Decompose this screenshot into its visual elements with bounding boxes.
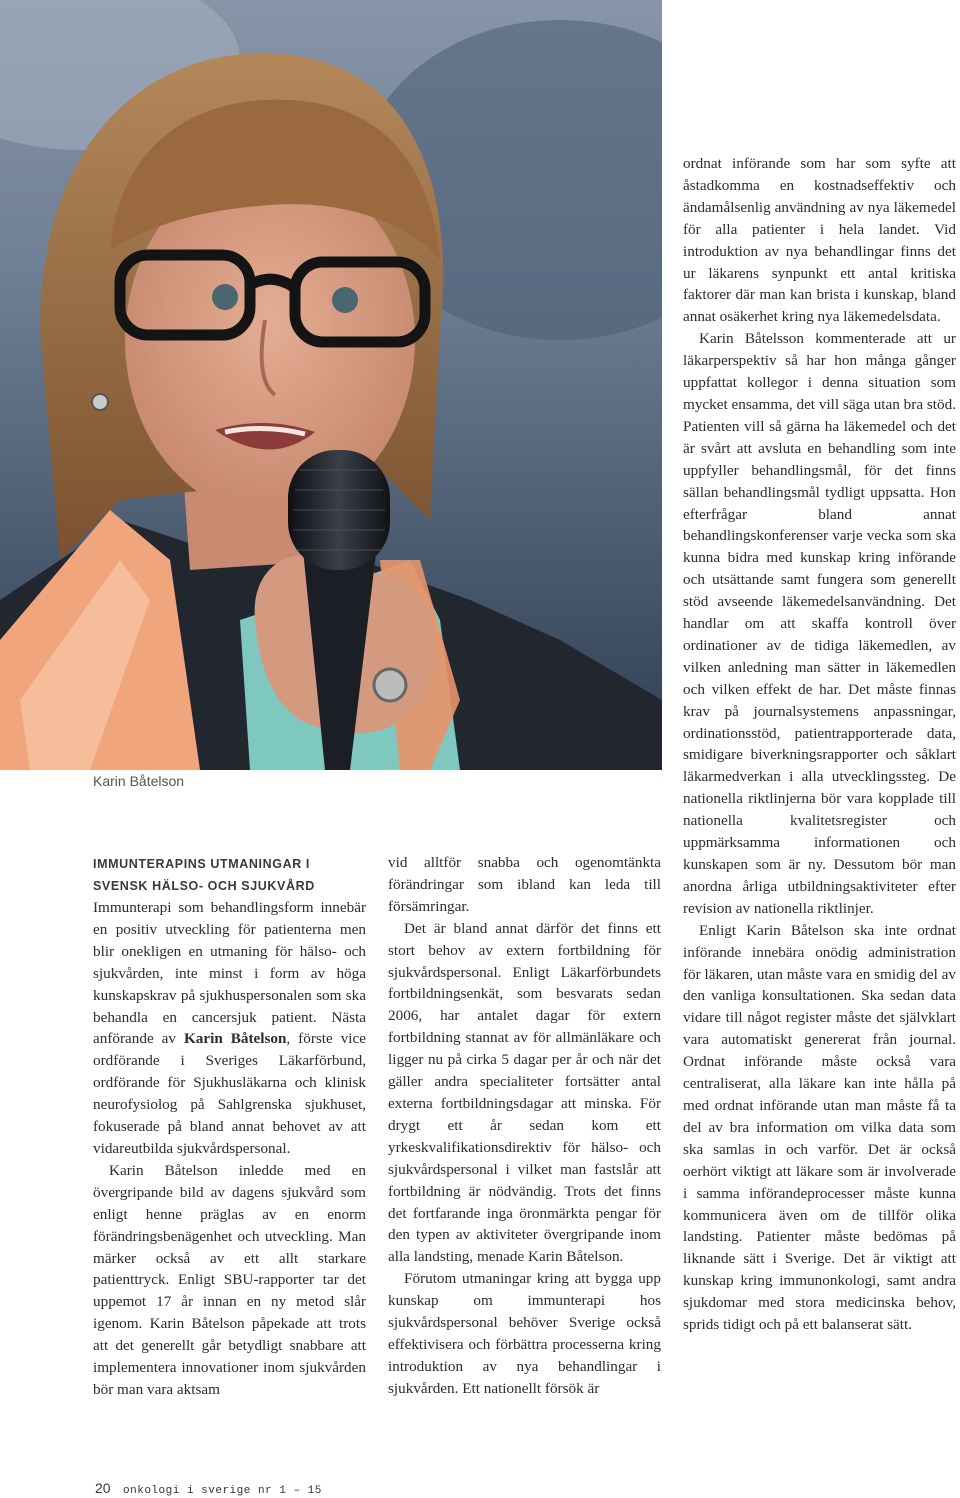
lead-text-start: Immunterapi som behandlingsform innebär en positiv utveckling för patienterna men blir onekligen en utmaning för hälso- och sjukvården, inte minst i form av höga kunskapskrav på sjukhuspersonalen som ska behandla en cancersjuk patient. Nästa anförande av [93,899,366,1048]
article-lead-paragraph [93,897,366,1160]
article-paragraph: Förutom utmaningar kring att bygga upp kunskap om immunterapi hos sjukvårdspersonal behöver Sverige också effektivisera och förbättra processerna kring introduktion av nya behandlingar i sjukvården. Ett nationellt försök är [388,1270,661,1397]
article-paragraph: Enligt Karin Båtelson ska inte ordnat införande innebära onödig administration för läkaren, utan måste vara en smidig del av den vanliga konsultationen. Ska sedan data vidare till något register måste det självklart vara automatiskt genererat från journal. Ordnat införande måste också vara centraliserat, alla läkare kan inte hålla på med ordnat införande utan man måste få ta del av bra information om vilka data som ska samlas in och varför. Det är också oerhört viktigt att läkare som är involverade i samma införandeprocesser måste kunna kommunicera även om de tillför olika landsting. Patienter måste bedömas på liknande sätt i Sverige. Det är viktigt att kunskap kring immunonkologi, samt andra sjukdomar med stora medicinska behov, sprids tidigt och på ett balanserat sätt. [683,921,956,1334]
speaker-name: Karin Båtelson [183,1030,287,1048]
article-column-1 [93,853,366,1401]
article-heading [93,853,366,897]
article-column-2 [388,852,661,1400]
article-heading-line-2: SVENSK HÄLSO- OCH SJUKVÅRD [93,879,315,893]
article-paragraph: vid alltför snabba och ogenomtänkta förändringar som ibland kan leda till försämringar. [388,854,661,915]
lead-text-end: , förste vice ordförande i Sveriges Läkarförbund, ordförande för Sjukhusläkarna och klinisk neurofysiolog på Sahlgrenska sjukhuset, fokuserade på bland annat behovet av att vidareutbilda sjukvårdspersonal. [93,1030,366,1157]
article-paragraph: Karin Båtelson inledde med en övergripande bild av dagens sjukvård som enligt henne präglas av en enorm förändringsbenägenhet och utveckling. Man märker också av ett allt starkare patienttryck. Enligt SBU-rapporter tar det uppemot 17 år innan en ny metod slår igenom. Karin Båtelson påpekade att trots att det generellt går betydligt snabbare att implementera innovationer inom sjukvården bör man vara aktsam [93,1161,366,1398]
speaker-photo [0,0,662,770]
article-paragraph: ordnat införande som har som syfte att åstadkomma en kostnadseffektiv och ändamålsenlig användning av nya läkemedel för alla patienter i hela landet. Vid introduktion av nya behandlingar finns det ur läkarens synpunkt ett antal kritiska faktorer där man kan brista i kunskap, bland annat osäkerhet kring nya läkemedelsdata. [683,155,956,326]
publication-name: onkologi i sverige nr 1 – 15 [123,1485,322,1497]
article-heading-line-1: IMMUNTERAPINS UTMANINGAR I [93,857,310,871]
page-footer [95,1480,322,1498]
photo-caption: Karin Båtelson [93,773,185,789]
article-paragraph: Karin Båtelsson kommenterade att ur läkarperspektiv så har hon många gånger uppfattat kollegor i denna situation som mycket ensamma, det vill säga utan bra stöd. Patienten vill så gärna ha läkemedel och det är svårt att avsluta en behandling som inte uppfyller behandlingsmål, för det finns sällan behandlingsmål tydligt uppsatta. Hon efterfrågar bland annat behandlingskonferenser varje vecka som ska kunna bidra med kunskap kring införande och utsättande samt fungera som generellt stöd avseende läkemedelsanvändning. Det handlar om att skaffa kontroll över ordinationer av de tidiga läkemedlen, av vilken anledning man sätter in läkemedlen och vilken effekt de har. Det måste finnas krav på journalsystemens anpassningar, ordinationsstöd, patientrapporterade data, smidigare biverkningsrapporter och såklart läkarmedverkan i alla utvecklingssteg. De nationella riktlinjerna bör vara kopplade till nationella kvalitetsregister och uppmärksamma informationen och kunskapen som är ny. Dessutom bör man anordna årliga utbildningsaktiviteter efter revision av nationella riktlinjer. [683,330,956,917]
article-paragraph: Det är bland annat därför det finns ett stort behov av extern fortbildning för sjukvårdspersonal. Enligt Läkarförbundets fortbildningsenkät, som besvarats sedan 2006, har antalet dagar för extern fortbildning stannat av för allmänläkare och ligger nu på cirka 5 dagar per år och när det gäller andra specialiteter fortsätter antal externa fortbildningsdagar att minska. För drygt ett år sedan kom ett yrkeskvalifikationsdirektiv för hälso- och sjukvårdspersonal i vilket man fastslår att fortbildning är nödvändig. Trots det finns det fortfarande inga öronmärkta pengar för den typen av aktiviteter övergripande inom alla landsting, menade Karin Båtelson. [388,919,661,1266]
article-column-3 [683,153,956,1336]
page-number: 20 [95,1480,111,1496]
